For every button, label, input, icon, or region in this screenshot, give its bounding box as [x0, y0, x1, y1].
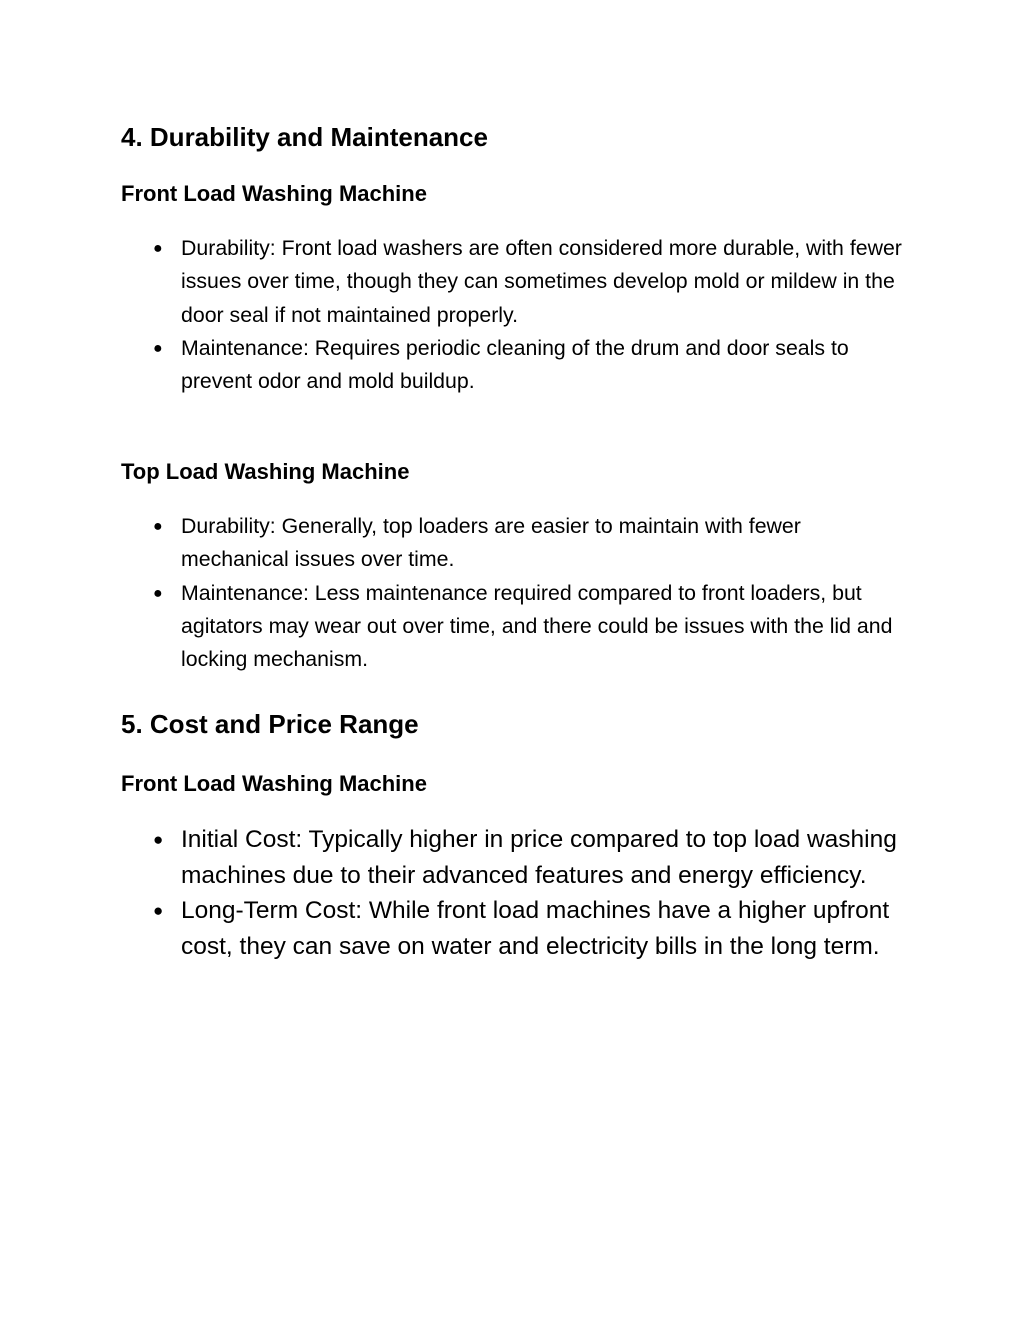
list-item-text: Maintenance: Less maintenance required compared to front loaders, but agitators may wear out over time, and there could be issues with the lid and locking mechanism. — [181, 580, 893, 672]
list-item — [121, 893, 911, 964]
bullet-icon: ● — [153, 584, 163, 602]
list-item — [121, 232, 911, 332]
list-item — [121, 577, 911, 677]
front-load-cost-list — [121, 822, 911, 964]
top-load-durability-list — [121, 510, 911, 676]
subheading-top-load: Top Load Washing Machine — [121, 459, 410, 484]
list-item-text: Initial Cost: Typically higher in price compared to top load washing machines due to their advanced features and energy efficiency. — [181, 826, 897, 889]
list-item — [121, 332, 911, 399]
list-item-text: Durability: Front load washers are often considered more durable, with fewer issues over time, though they can sometimes develop mold or mildew in the door seal if not maintained properly. — [181, 236, 902, 327]
bullet-icon: ● — [153, 901, 164, 920]
bullet-icon: ● — [153, 240, 163, 257]
bullet-icon: ● — [153, 830, 164, 849]
bullet-icon: ● — [153, 518, 163, 535]
list-item — [121, 510, 911, 577]
bullet-icon: ● — [153, 339, 163, 357]
front-load-durability-list — [121, 232, 911, 398]
section-heading-durability: 4. Durability and Maintenance — [121, 122, 488, 152]
list-item — [121, 822, 911, 893]
list-item-text: Durability: Generally, top loaders are easier to maintain with fewer mechanical issues over time. — [181, 514, 801, 572]
subheading-front-load: Front Load Washing Machine — [121, 181, 427, 206]
list-item-text: Maintenance: Requires periodic cleaning of the drum and door seals to prevent odor and mold buildup. — [181, 335, 849, 394]
list-item-text: Long-Term Cost: While front load machines have a higher upfront cost, they can save on water and electricity bills in the long term. — [181, 897, 890, 960]
subheading-front-load-cost: Front Load Washing Machine — [121, 771, 427, 796]
section-heading-cost: 5. Cost and Price Range — [121, 709, 419, 739]
